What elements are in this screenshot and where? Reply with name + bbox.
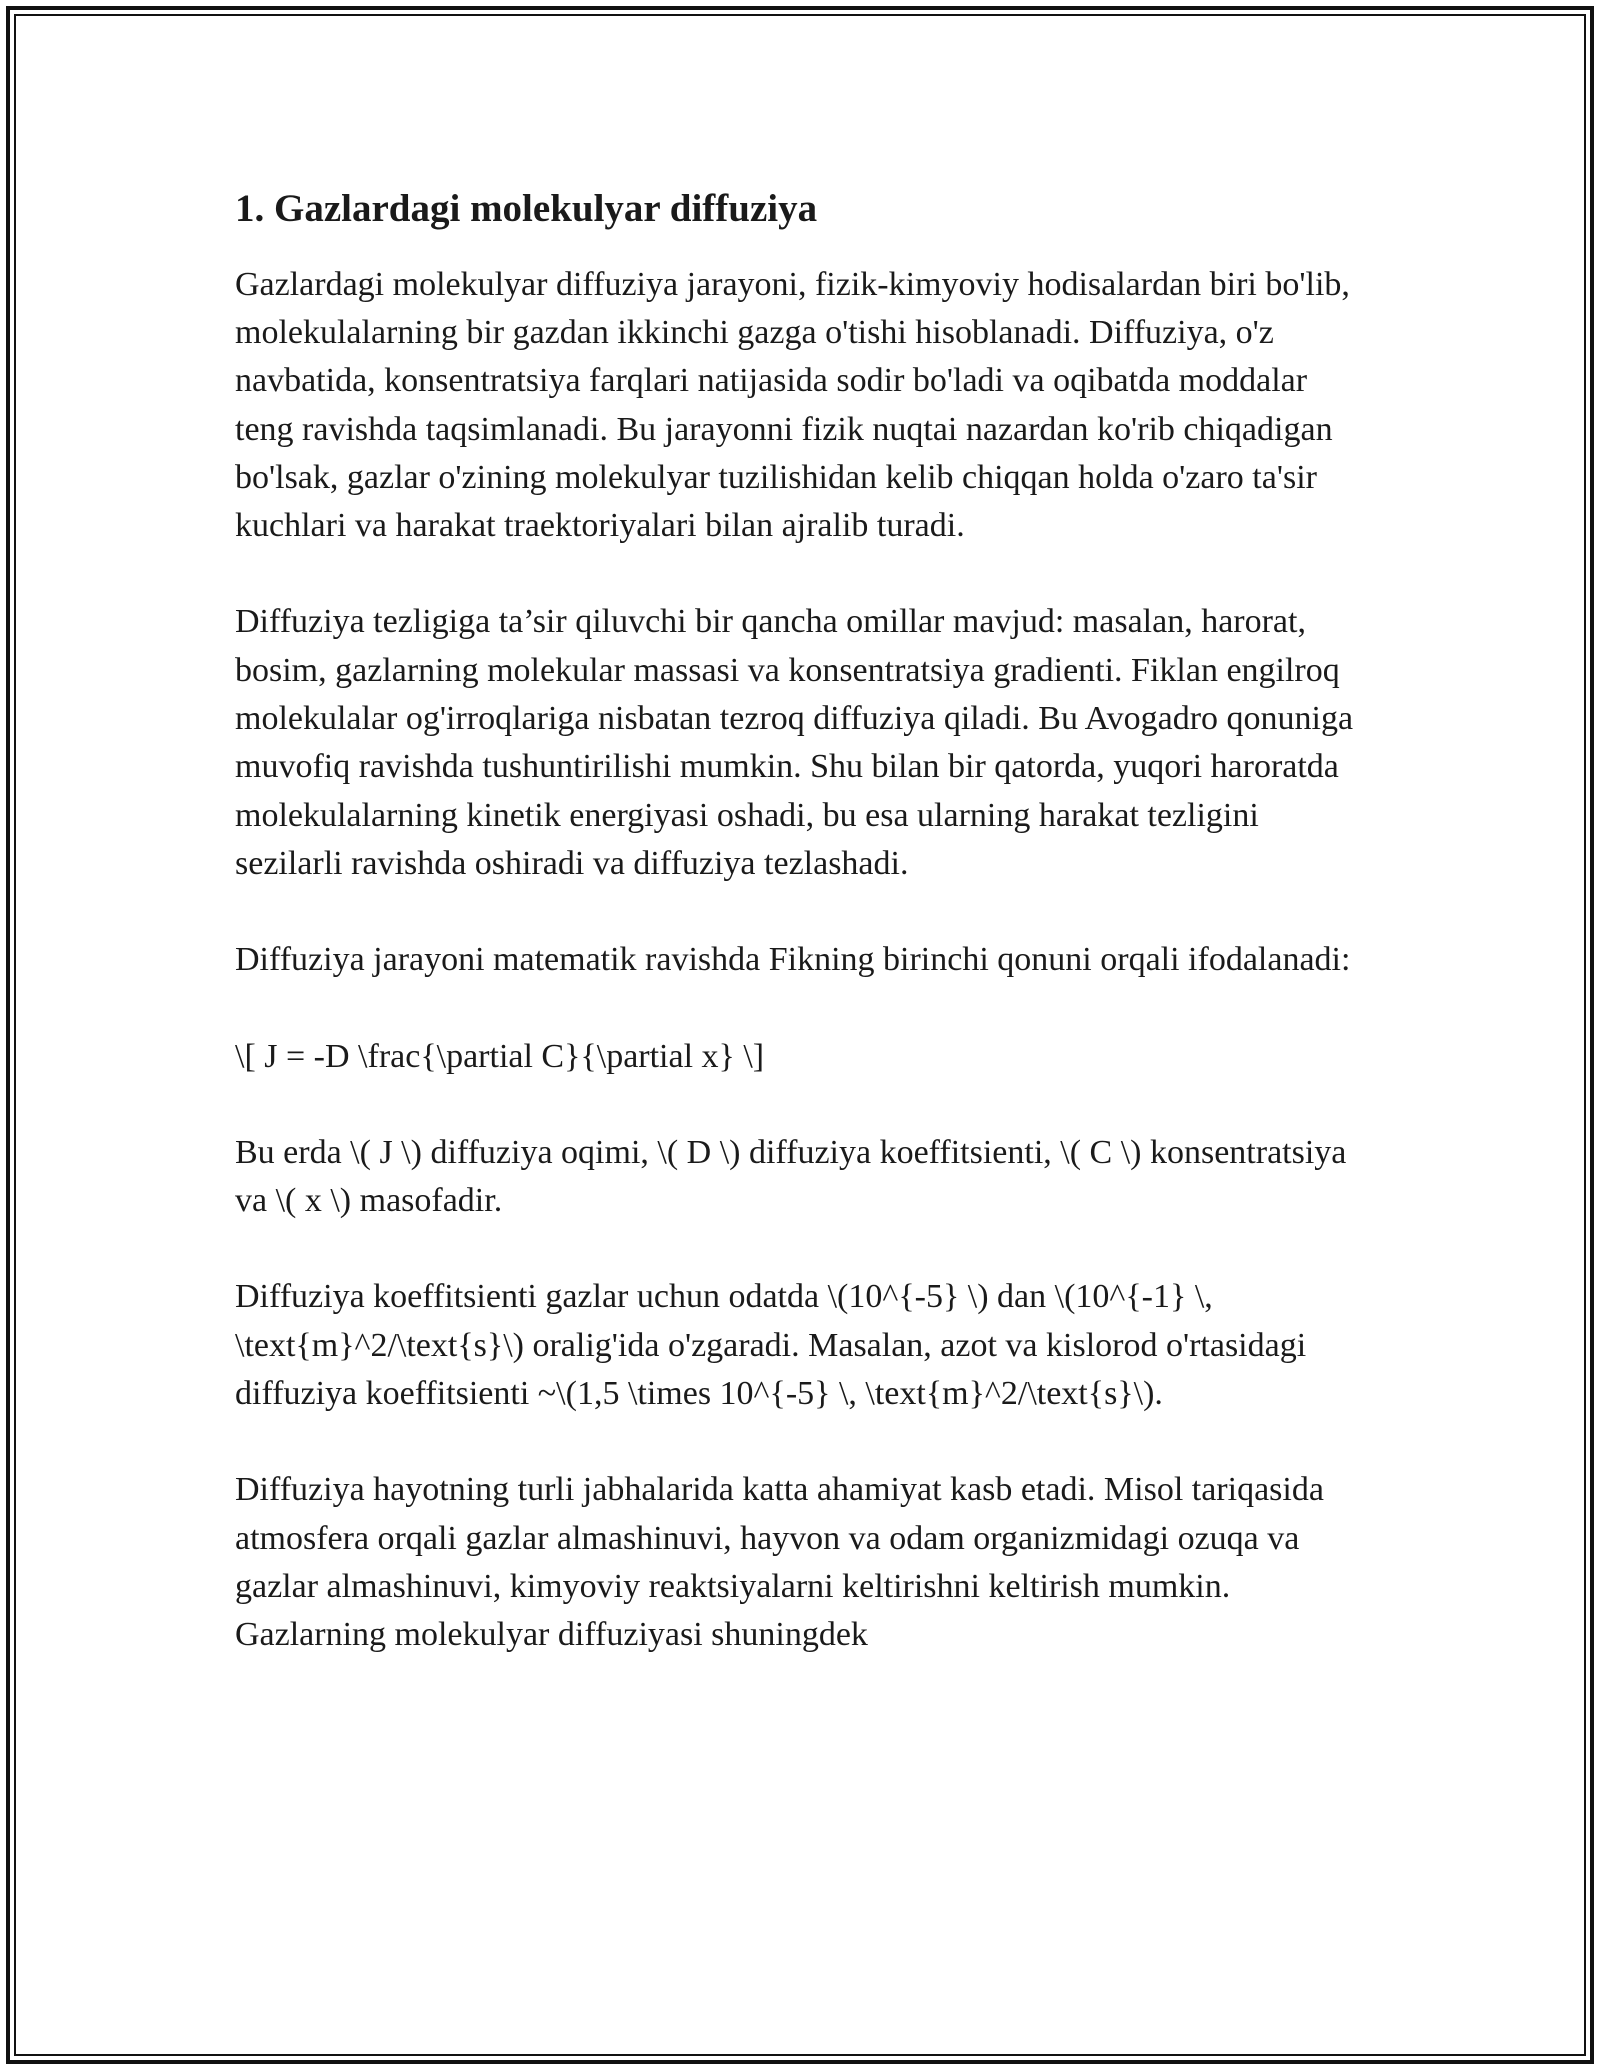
paragraph-factors: Diffuziya tezligiga ta’sir qiluvchi bir qancha omillar mavjud: masalan, harorat, bosim, gazlarning molekular massasi va konsentratsiya gradienti. Fiklan engilroq molekulalar og'irroqlariga nisbatan tezroq diffuziya qiladi. Bu Avogadro qonuniga muvofiq ravishda tushuntirilishi mumkin. Shu bilan bir qatorda, yuqori haroratda molekulalarning kinetik energiyasi oshadi, bu esa ularning harakat tezligini sezilarli ravishda oshiradi va diffuziya tezlashadi.: [235, 603, 1354, 882]
paragraph-intro: Gazlardagi molekulyar diffuziya jarayoni, fizik-kimyoviy hodisalardan biri bo'lib, molekulalarning bir gazdan ikkinchi gazga o'tishi hisoblanadi. Diffuziya, o'z navbatida, konsentratsiya farqlari natijasida sodir bo'ladi va oqibatda moddalar teng ravishda taqsimlanadi. Bu jarayonni fizik nuqtai nazardan ko'rib chiqadigan bo'lsak, gazlar o'zining molekulyar tuzilishidan kelib chiqqan holda o'zaro ta'sir kuchlari va harakat traektoriyalari bilan ajralib turadi.: [235, 265, 1350, 545]
paragraph-importance: Diffuziya hayotning turli jabhalarida katta ahamiyat kasb etadi. Misol tariqasida atmosfera orqali gazlar almashinuvi, hayvon va odam organizmidagi ozuqa va gazlar almashinuvi, kimyoviy reaktsiyalarni keltirishni keltirish mumkin. Gazlarning molekulyar diffuziyasi shuningdek: [235, 1471, 1324, 1654]
document-body: [235, 184, 1355, 1660]
paragraph-fick-law-intro: Diffuziya jarayoni matematik ravishda Fikning birinchi qonuni orqali ifodalanadi:: [235, 941, 1351, 979]
paragraph-coefficient: Diffuziya koeffitsienti gazlar uchun odatda \(10^{-5} \) dan \(10^{-1} \, \text{m}^2/\text{s}\) oralig'ida o'zgaradi. Masalan, azot va kislorod o'rtasidagi diffuziya koeffitsienti ~\(1,5 \times 10^{-5} \, \text{m}^2/\text{s}\).: [235, 1278, 1307, 1413]
section-heading: 1. Gazlardagi molekulyar diffuziya: [235, 187, 818, 230]
equation-fick-law: \[ J = -D \frac{\partial C}{\partial x} \]: [235, 1037, 765, 1075]
paragraph-variables: Bu erda \( J \) diffuziya oqimi, \( D \) diffuziya koeffitsienti, \( C \) konsentratsiya va \( x \) masofadir.: [235, 1133, 1347, 1220]
